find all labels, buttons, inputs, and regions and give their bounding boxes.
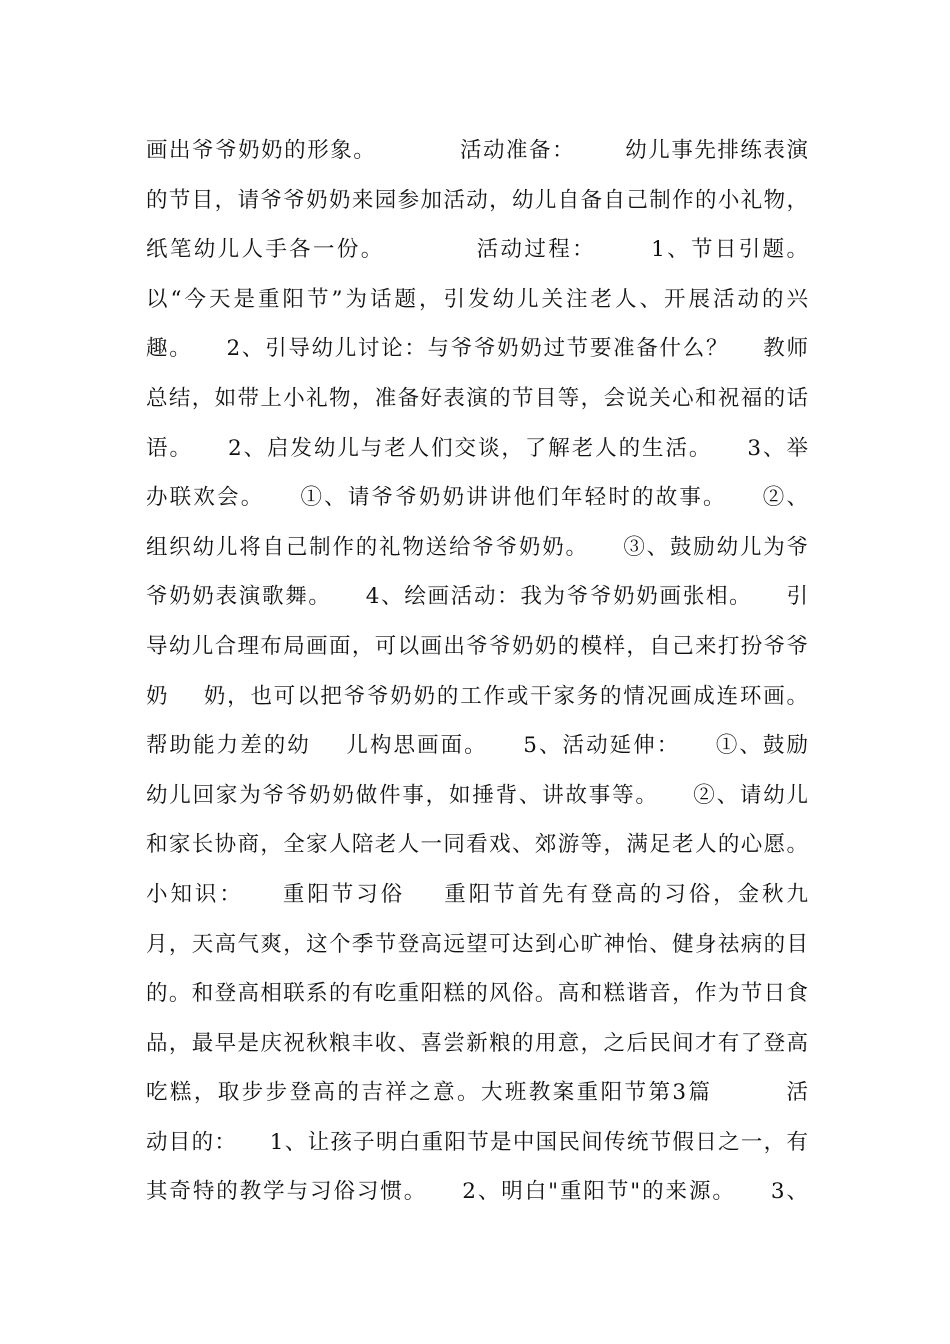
text-line: 幼儿回家为爷爷奶奶做件事，如捶背、讲故事等。 ②、请幼儿	[146, 782, 808, 808]
text-line: 导幼儿合理布局画面，可以画出爷爷奶奶的模样，自己来打扮爷爷	[146, 633, 808, 659]
text-line: 奶 奶，也可以把爷爷奶奶的工作或干家务的情况画成连环画。	[146, 683, 808, 709]
text-line: 和家长协商，全家人陪老人一同看戏、郊游等，满足老人的心愿。	[146, 832, 808, 858]
text-line: 趣。 2、引导幼儿讨论：与爷爷奶奶过节要准备什么？ 教师	[146, 336, 808, 362]
text-line: 品，最早是庆祝秋粮丰收、喜尝新粮的用意，之后民间才有了登高	[146, 1030, 808, 1056]
text-line: 动目的： 1、让孩子明白重阳节是中国民间传统节假日之一，有	[146, 1129, 808, 1155]
text-line: 办联欢会。 ①、请爷爷奶奶讲讲他们年轻时的故事。 ②、	[146, 485, 808, 511]
text-line: 其奇特的教学与习俗习惯。 2、明白"重阳节"的来源。 3、	[146, 1179, 808, 1205]
document-body	[146, 126, 808, 1217]
text-line: 爷奶奶表演歌舞。 4、绘画活动：我为爷爷奶奶画张相。 引	[146, 584, 808, 610]
text-line: 组织幼儿将自己制作的礼物送给爷爷奶奶。 ③、鼓励幼儿为爷	[146, 534, 808, 560]
text-line: 画出爷爷奶奶的形象。 活动准备： 幼儿事先排练表演	[146, 138, 808, 163]
text-line: 的节目，请爷爷奶奶来园参加活动，幼儿自备自己制作的小礼物，	[146, 187, 808, 213]
text-line: 的。和登高相联系的有吃重阳糕的风俗。高和糕谐音，作为节日食	[146, 981, 808, 1007]
text-line: 纸笔幼儿人手各一份。 活动过程： 1、节日引题。	[146, 237, 808, 263]
text-line: 帮助能力差的幼 儿构思画面。 5、活动延伸： ①、鼓励	[146, 733, 808, 759]
text-line: 以“今天是重阳节”为话题，引发幼儿关注老人、开展活动的兴	[146, 286, 808, 312]
text-line: 月，天高气爽，这个季节登高远望可达到心旷神怡、健身祛病的目	[146, 931, 808, 957]
text-line: 语。 2、启发幼儿与老人们交谈，了解老人的生活。 3、举	[146, 435, 808, 461]
text-line: 吃糕，取步步登高的吉祥之意。大班教案重阳节第3篇 活	[146, 1080, 808, 1106]
text-line: 小知识： 重阳节习俗 重阳节首先有登高的习俗，金秋九	[146, 881, 808, 907]
text-line: 总结，如带上小礼物，准备好表演的节目等，会说关心和祝福的话	[146, 385, 808, 411]
